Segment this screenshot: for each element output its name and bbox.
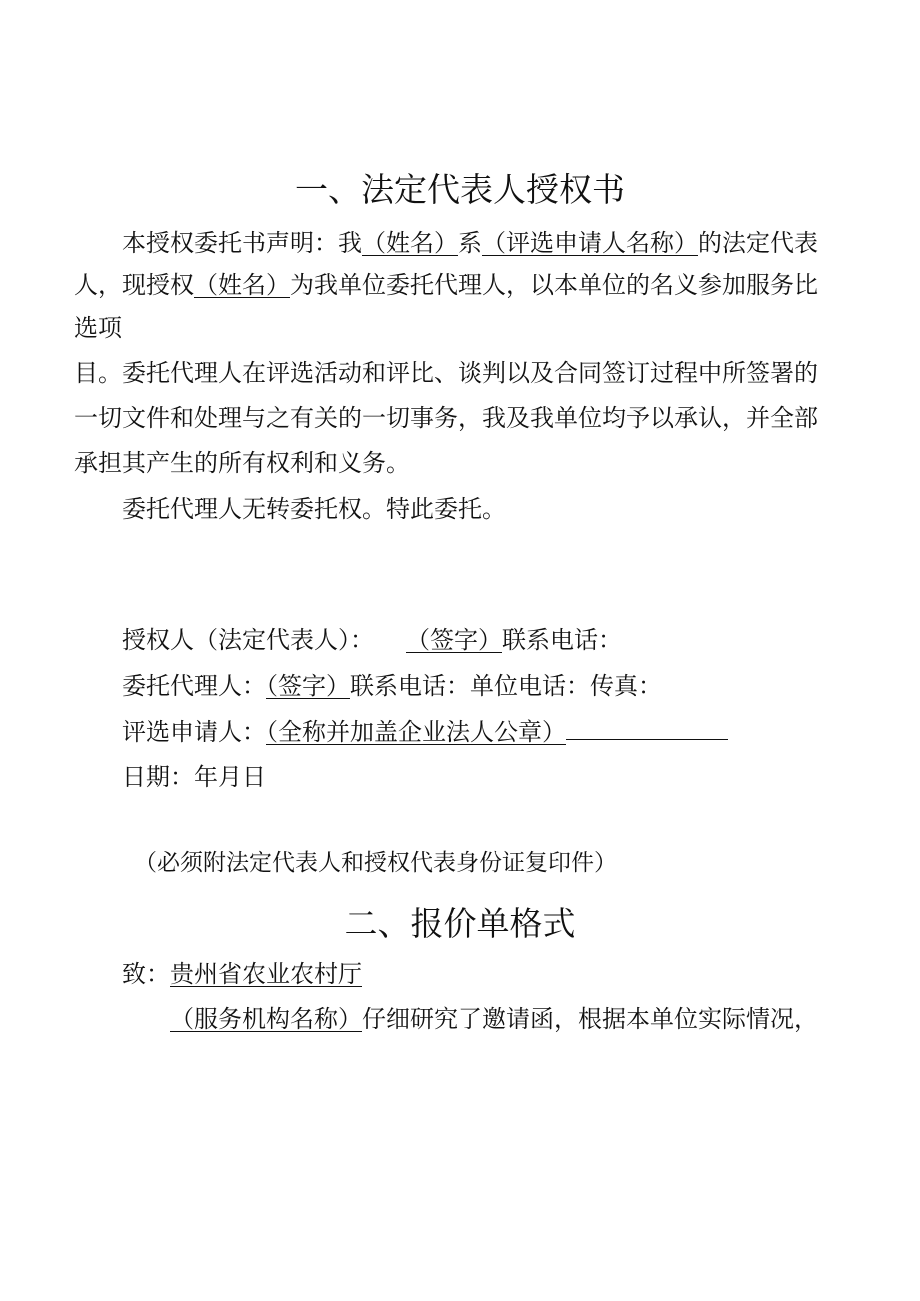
grantor-phone-label: 联系电话： bbox=[502, 626, 622, 654]
quotation-title: 二、报价单格式 bbox=[344, 904, 576, 943]
addressee-name: 贵州省农业农村厅 bbox=[170, 960, 362, 988]
agent-label: 委托代理人： bbox=[122, 672, 266, 700]
authorization-title: 一、法定代表人授权书 bbox=[295, 170, 625, 209]
paragraph-line-3: 选项 bbox=[74, 314, 122, 342]
applicant-name-placeholder: （评选申请人名称） bbox=[482, 229, 698, 257]
applicant-label: 评选申请人： bbox=[122, 718, 266, 746]
text-segment: 人，现授权 bbox=[74, 271, 194, 299]
paragraph-line-1 bbox=[122, 228, 818, 258]
text-segment: 仔细研究了邀请函，根据本单位实际情况， bbox=[362, 1005, 818, 1033]
no-sub-delegation-statement: 委托代理人无转委托权。特此委托。 bbox=[122, 495, 506, 523]
agent-name-placeholder: （姓名） bbox=[194, 271, 290, 299]
addressee-line bbox=[122, 959, 362, 989]
grantor-signature-line bbox=[122, 625, 622, 655]
date-line: 日期：年月日 bbox=[122, 763, 266, 791]
text-segment: 本授权委托书声明：我 bbox=[122, 229, 362, 257]
paragraph-line-4: 目。委托代理人在评选活动和评比、谈判以及合同签订过程中所签署的 bbox=[74, 359, 818, 387]
agent-contact-labels: 联系电话：单位电话：传真： bbox=[350, 672, 662, 700]
addressee-label: 致： bbox=[122, 960, 170, 988]
applicant-line bbox=[122, 717, 728, 747]
paragraph-line-6: 承担其产生的所有权利和义务。 bbox=[74, 449, 410, 477]
paragraph-line-2 bbox=[74, 270, 818, 300]
applicant-blank-line bbox=[566, 717, 728, 740]
grantor-label: 授权人（法定代表人）： bbox=[122, 626, 374, 654]
paragraph-line-5: 一切文件和处理与之有关的一切事务，我及我单位均予以承认，并全部 bbox=[74, 404, 818, 432]
agent-sign-placeholder: （签字） bbox=[266, 672, 350, 700]
service-org-placeholder: （服务机构名称） bbox=[170, 1005, 362, 1033]
applicant-seal-placeholder: （全称并加盖企业法人公章） bbox=[266, 718, 566, 746]
text-segment: 系 bbox=[458, 229, 482, 257]
text-segment: 的法定代表 bbox=[698, 229, 818, 257]
agent-signature-line bbox=[122, 671, 662, 701]
name-placeholder: （姓名） bbox=[362, 229, 458, 257]
grantor-sign-placeholder: （签字） bbox=[406, 626, 502, 654]
quotation-body-line bbox=[170, 1004, 818, 1034]
id-copy-note: （必须附法定代表人和授权代表身份证复印件） bbox=[134, 850, 617, 876]
text-segment: 为我单位委托代理人，以本单位的名义参加服务比 bbox=[290, 271, 818, 299]
